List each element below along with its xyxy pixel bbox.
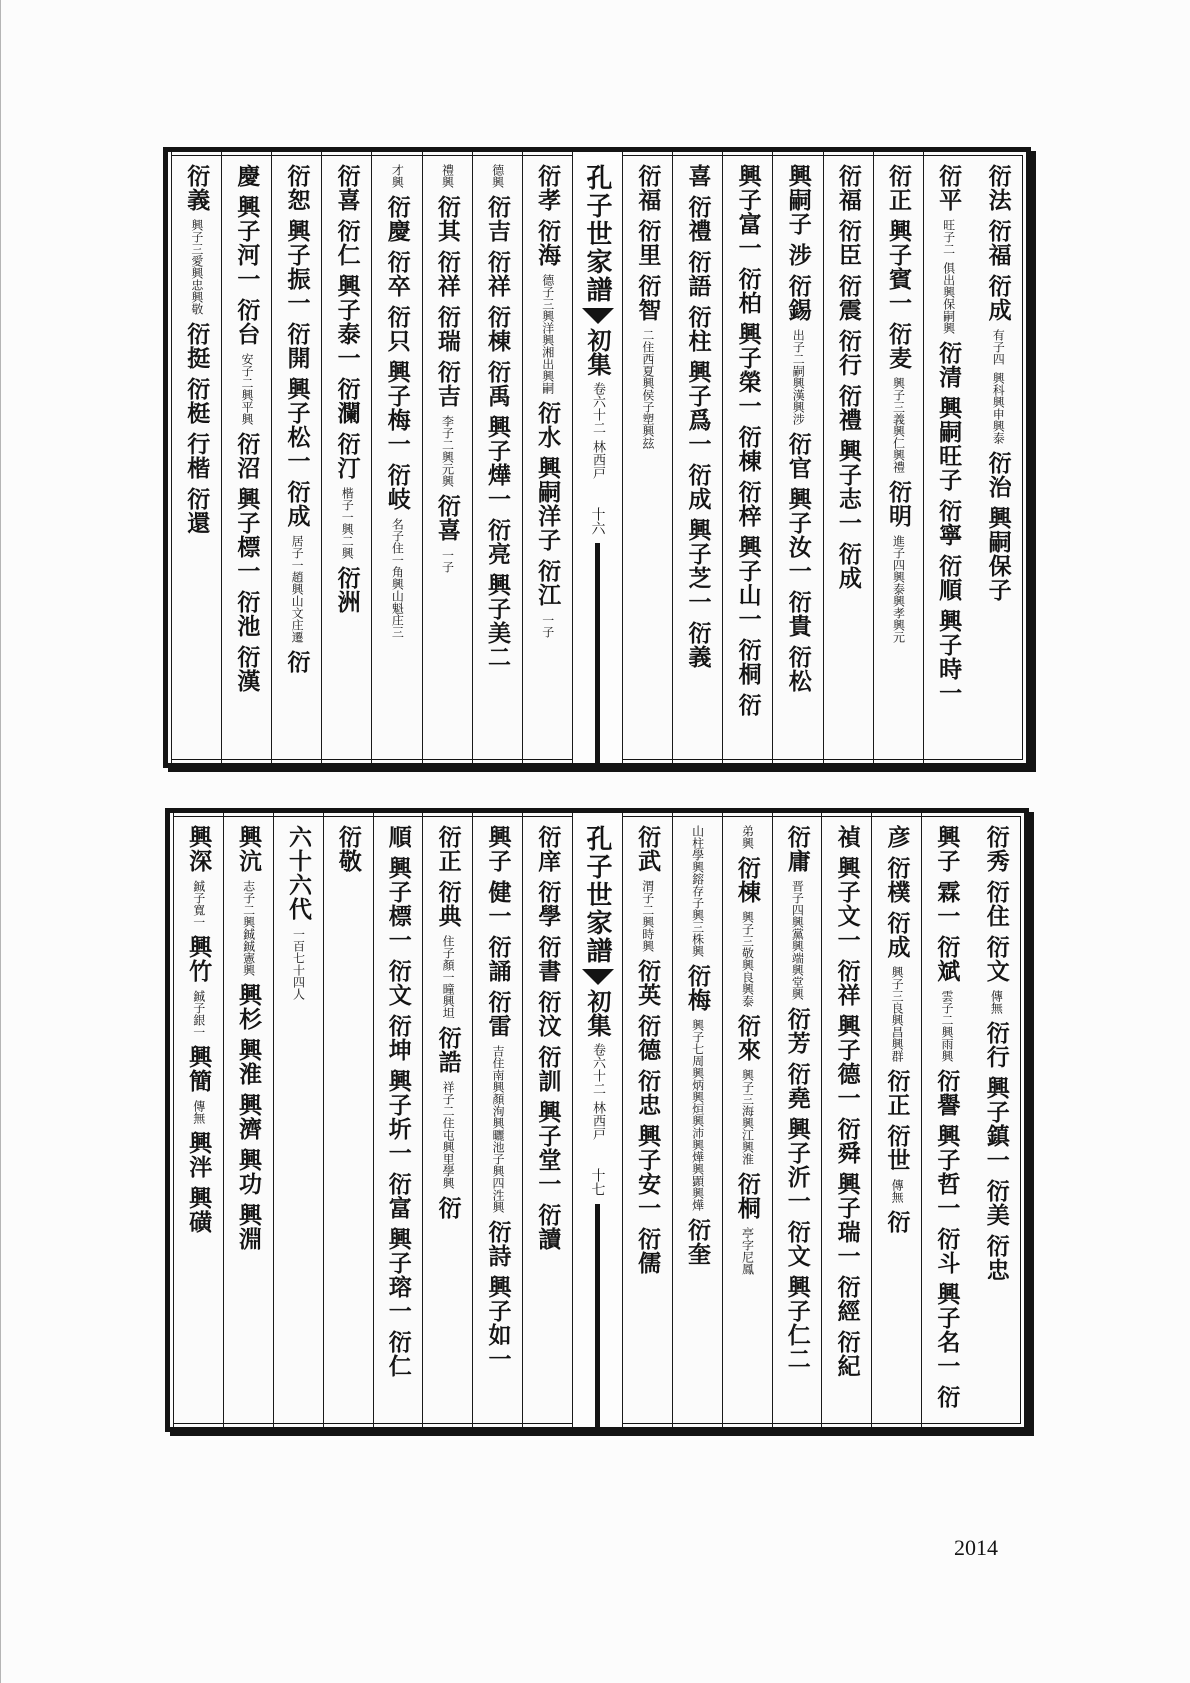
genealogy-column: [923, 152, 973, 763]
person-name: 衍梃: [183, 377, 211, 425]
person-name: 衍汶: [534, 990, 562, 1038]
person-name: 行楷: [183, 432, 211, 480]
person-name: 興子榮一: [734, 322, 762, 418]
person-name: 衍住: [982, 880, 1010, 928]
annotation-note: 俱出興保嗣興: [941, 262, 956, 334]
annotation-note: 亭字尼鳳: [740, 1227, 755, 1275]
genealogy-column: [273, 813, 323, 1427]
person-name: 衍棟: [734, 425, 762, 473]
person-name: 興子美二: [484, 573, 511, 669]
person-name: 興子堂一: [534, 1100, 562, 1196]
annotation-note: 進子四興泰興孝興元: [891, 535, 906, 643]
person-name: 興子時一: [935, 609, 963, 705]
person-name: 衍江: [534, 559, 562, 607]
annotation-note: 一百七十四人: [291, 928, 306, 1000]
annotation-note: 祥子二住屯興里學興: [441, 1081, 456, 1189]
genealogy-column: [821, 813, 871, 1427]
person-name: 衍世: [883, 1124, 911, 1172]
person-name: 興子富一: [734, 164, 762, 260]
person-name: 衍柱: [684, 305, 712, 353]
annotation-note: 名子住一角興山魁庄三: [390, 518, 405, 638]
person-name: 衍敬: [334, 825, 362, 873]
person-name: 衍: [283, 650, 311, 674]
annotation-note: 禮興: [440, 164, 455, 188]
person-name: 涉: [784, 243, 812, 267]
person-name: 衍成: [883, 911, 911, 959]
person-name: 衍文: [783, 1220, 811, 1268]
person-name: 衍紀: [833, 1330, 861, 1378]
person-name: 衍訓: [534, 1045, 562, 1093]
genealogy-column: [522, 813, 572, 1427]
person-name: 衍卒: [383, 250, 411, 298]
person-name: 衍只: [383, 305, 411, 353]
annotation-note: 鋮子寬一: [191, 880, 206, 928]
person-name: 衍祥: [833, 959, 861, 1007]
person-name: 興子安一: [634, 1124, 662, 1220]
person-name: 衍平: [935, 164, 963, 212]
person-name: 衍臣: [834, 219, 862, 267]
person-name: 衍法: [984, 164, 1012, 212]
annotation-note: 興子三義興仁興禮: [891, 377, 906, 473]
genealogy-column: [271, 152, 321, 763]
person-name: 衍瑞: [433, 305, 461, 353]
genealogy-column: [622, 813, 672, 1427]
person-name: 興子: [484, 825, 512, 873]
person-name: 興沆: [235, 825, 263, 873]
person-name: 衍奎: [684, 1218, 711, 1266]
person-name: 衍仁: [333, 219, 361, 267]
person-name: 衍孝: [534, 164, 562, 212]
person-name: 興子松一: [283, 377, 311, 473]
person-name: 衍喜: [433, 494, 461, 542]
person-name: 興功: [235, 1148, 263, 1196]
annotation-note: 才興: [390, 164, 405, 188]
genealogy-column: [522, 152, 572, 763]
person-name: 衍誦: [484, 935, 512, 983]
person-name: 衍樸: [883, 856, 911, 904]
person-name: 衍誥: [434, 1026, 462, 1074]
genealogy-column: [323, 813, 373, 1427]
book-title-column: [572, 813, 622, 1427]
person-name: 興子河一: [233, 195, 261, 291]
person-name: 衍慶: [383, 195, 411, 243]
person-name: 衍桐: [733, 1172, 761, 1220]
house-label: 林西戸: [590, 1101, 606, 1140]
leaf-number: 十七: [589, 1168, 606, 1196]
person-name: 衍斗: [933, 1227, 961, 1275]
genealogy-column: [971, 813, 1021, 1427]
genealogy-column: [672, 813, 722, 1427]
person-name: 衍芳: [783, 1007, 811, 1055]
person-name: 衍福: [984, 219, 1012, 267]
person-name: 興子泰一: [333, 274, 361, 370]
person-name: 興嗣保子: [984, 506, 1012, 602]
person-name: 衍挺: [183, 322, 211, 370]
person-name: 衍成: [984, 274, 1012, 322]
genealogy-column: [672, 152, 722, 763]
annotation-note: 興子三愛興忠興敬: [189, 219, 204, 315]
annotation-note: 楷子一興二興: [340, 487, 355, 559]
annotation-note: 德子三興洋興湘出興嗣: [540, 274, 555, 394]
person-name: 衍文: [982, 935, 1010, 983]
person-name: 興子瑢一: [384, 1227, 412, 1323]
annotation-note: 興科興申興泰: [991, 372, 1006, 444]
fish-tail-marker: [582, 969, 614, 985]
annotation-note: 住子顏一曈興坦: [441, 935, 456, 1019]
genealogy-column: [772, 813, 822, 1427]
annotation-note: 興子三敬興良興泰: [740, 911, 755, 1007]
person-name: 興子瑞一: [833, 1172, 861, 1268]
annotation-note: 興子三海興江興淮: [740, 1069, 755, 1165]
genealogy-panel-top: [163, 147, 1031, 768]
genealogy-panel-bottom: [165, 808, 1029, 1432]
person-name: 衍: [434, 1196, 462, 1220]
person-name: 衍池: [233, 590, 261, 638]
column-grid: [170, 813, 1024, 1427]
person-name: 衍治: [984, 451, 1012, 499]
annotation-note: 有子四: [991, 329, 1006, 365]
person-name: 興嗣子: [784, 164, 812, 236]
person-name: 衍英: [634, 959, 662, 1007]
person-name: 衍來: [733, 1014, 761, 1062]
genealogy-column: [472, 152, 522, 763]
book-title: 孔子世家譜: [582, 825, 613, 965]
person-name: 衍堯: [783, 1062, 811, 1110]
annotation-note: 德興: [490, 164, 505, 188]
person-name: 興子鎮一: [982, 1076, 1010, 1172]
person-name: 興子標一: [233, 487, 261, 583]
annotation-note: 雲子二興雨興: [939, 990, 954, 1062]
person-name: 彦: [883, 825, 911, 849]
genealogy-column: [422, 152, 472, 763]
annotation-note: 興子七周興炳興烜興沛興燁興顕興燁: [690, 1019, 705, 1211]
person-name: 衍雷: [484, 990, 512, 1038]
person-name: 衍福: [834, 164, 862, 212]
volume-label: 初集: [583, 989, 613, 1037]
person-name: 衍坤: [384, 1014, 412, 1062]
person-name: 衍松: [784, 645, 812, 693]
person-name: 衍麦: [884, 322, 912, 370]
person-name: 興竹: [185, 935, 213, 983]
annotation-note: 志子二興鋮鋮憲興: [241, 880, 256, 976]
person-name: 興簡: [185, 1045, 213, 1093]
annotation-note: 吉住南興顏洵興曬池子興四泩興: [491, 1045, 506, 1213]
person-name: 衍海: [534, 219, 562, 267]
person-name: 衍美: [982, 1179, 1010, 1227]
person-name: 順: [384, 825, 412, 849]
person-name: 衍明: [884, 480, 912, 528]
person-name: 衍舜: [833, 1117, 861, 1165]
person-name: 興子山一: [734, 535, 762, 631]
center-rule-line: [595, 1204, 600, 1427]
genealogy-column: [223, 813, 273, 1427]
genealogy-column: [171, 152, 221, 763]
genealogy-column: [871, 813, 921, 1427]
genealogy-column: [722, 152, 772, 763]
annotation-note: 晋子四興黨興端興堂興: [790, 880, 805, 1000]
person-name: 喜: [684, 164, 712, 188]
genealogy-column: [823, 152, 873, 763]
person-name: 衍忠: [982, 1234, 1010, 1282]
person-name: 衍正: [884, 164, 912, 212]
person-name: 衍台: [233, 298, 261, 346]
person-name: 衍還: [183, 487, 211, 535]
person-name: 衍: [734, 693, 762, 717]
person-name: 衍行: [982, 1021, 1010, 1069]
person-name: 興子燁一: [484, 415, 511, 511]
center-rule-line: [595, 543, 600, 763]
person-name: 衍吉: [433, 360, 461, 408]
person-name: 衍里: [634, 219, 662, 267]
person-name: 衍禮: [684, 195, 712, 243]
person-name: 興泮: [185, 1131, 213, 1179]
person-name: 衍經: [833, 1275, 861, 1323]
person-name: 衍書: [534, 935, 562, 983]
person-name: 興子仁二: [783, 1275, 811, 1371]
annotation-note: 傳無: [191, 1100, 206, 1124]
person-name: 衍桐: [734, 638, 762, 686]
person-name: 衍福: [634, 164, 662, 212]
person-name: 衍正: [434, 825, 462, 873]
person-name: 衍智: [634, 274, 662, 322]
column-grid: [168, 152, 1026, 763]
genealogy-column: [371, 152, 421, 763]
book-title-column: [572, 152, 622, 763]
genealogy-column: [373, 813, 423, 1427]
person-name: 衍梓: [734, 480, 762, 528]
page-edge-line: [0, 0, 1, 1683]
person-name: 衍成: [283, 480, 311, 528]
annotation-note: 出子二嗣興漢興涉: [791, 329, 806, 425]
person-name: 衍語: [684, 250, 712, 298]
fish-tail-marker: [582, 308, 614, 324]
person-name: 衍詩: [484, 1220, 512, 1268]
person-name: 衍行: [834, 329, 862, 377]
page-number: 2014: [954, 1535, 998, 1560]
annotation-note: 安子二興平興: [239, 353, 254, 425]
person-name: 衍貴: [784, 590, 812, 638]
annotation-note: 居子一趙興山文庄遷: [290, 535, 305, 643]
person-name: 衍德: [634, 1014, 662, 1062]
genealogy-column: [221, 152, 271, 763]
person-name: 衍岐: [383, 463, 411, 511]
annotation-note: 一子: [540, 614, 555, 638]
person-name: 衍義: [684, 621, 712, 669]
annotation-note: 渭子二興時興: [640, 880, 655, 952]
leaf-number: 十六: [589, 507, 606, 535]
annotation-note: 鋮子銀一: [191, 990, 206, 1038]
person-name: 衍秀: [982, 825, 1010, 873]
person-name: 興子圻一: [384, 1069, 412, 1165]
person-name: 興濟: [235, 1093, 263, 1141]
house-label: 林西戸: [590, 440, 605, 479]
genealogy-column: [722, 813, 772, 1427]
person-name: 衍富: [384, 1172, 412, 1220]
person-name: 衍柏: [734, 267, 762, 315]
person-name: 興子芝一: [684, 518, 712, 614]
person-name: 衍學: [534, 880, 562, 928]
person-name: 衍順: [935, 554, 963, 602]
annotation-note: 傳無: [890, 1179, 905, 1203]
person-name: 衍: [933, 1385, 961, 1409]
genealogy-column: [873, 152, 923, 763]
person-name: 衍恕: [283, 164, 311, 212]
person-name: 霖一: [933, 880, 961, 928]
person-name: 衍官: [784, 432, 812, 480]
person-name: 衍洲: [333, 566, 361, 614]
person-name: 衍忠: [634, 1069, 662, 1117]
person-name: 衍開: [283, 322, 311, 370]
person-name: 衍武: [634, 825, 662, 873]
person-name: 衍瀾: [333, 377, 361, 425]
volume-number: 卷六十二: [590, 1043, 606, 1095]
person-name: 興子汝一: [784, 487, 812, 583]
volume-label: 初集: [583, 328, 612, 376]
person-name: 衍沼: [233, 432, 261, 480]
annotation-note: 一子: [440, 549, 455, 573]
person-name: 六十六代: [284, 825, 312, 921]
annotation-note: 李子二興元興: [440, 415, 455, 487]
person-name: 興子賓一: [884, 219, 912, 315]
genealogy-column: [921, 813, 971, 1427]
person-name: 衍義: [183, 164, 211, 212]
person-name: 衍汀: [333, 432, 361, 480]
person-name: 衍清: [935, 341, 963, 389]
person-name: 健一: [484, 880, 512, 928]
genealogy-column: [422, 813, 472, 1427]
person-name: 興子名一: [933, 1282, 961, 1378]
person-name: 興淵: [235, 1203, 263, 1251]
annotation-note: 弟興: [740, 825, 755, 849]
person-name: 衍文: [384, 959, 412, 1007]
person-name: 興嗣洋子: [534, 456, 562, 552]
person-name: 興子梅一: [383, 360, 411, 456]
person-name: 興嗣旺子: [935, 396, 963, 492]
person-name: 興杉: [235, 983, 263, 1031]
person-name: 衍儒: [634, 1227, 662, 1275]
person-name: 衍斌: [933, 935, 961, 983]
person-name: 衍庸: [783, 825, 811, 873]
person-name: 禎: [833, 825, 861, 849]
person-name: 衍吉: [484, 195, 511, 243]
genealogy-column: [622, 152, 672, 763]
person-name: 衍亮: [484, 518, 511, 566]
person-name: 興磺: [185, 1186, 213, 1234]
person-name: 興子哲一: [933, 1124, 961, 1220]
person-name: 興淮: [235, 1038, 263, 1086]
volume-number: 卷六十二: [590, 382, 605, 434]
person-name: 衍禮: [834, 384, 862, 432]
annotation-note: 傳無: [989, 990, 1004, 1014]
book-title: 孔子世家譜: [582, 164, 612, 304]
person-name: 興深: [185, 825, 213, 873]
person-name: 衍梅: [684, 964, 711, 1012]
genealogy-column: [472, 813, 522, 1427]
person-name: 衍仁: [384, 1330, 412, 1378]
person-name: 興子文一: [833, 856, 861, 952]
person-name: 衍漢: [233, 645, 261, 693]
person-name: 衍寧: [935, 499, 963, 547]
person-name: 衍庠: [534, 825, 562, 873]
person-name: 衍其: [433, 195, 461, 243]
person-name: 衍讀: [534, 1203, 562, 1251]
person-name: 衍譽: [933, 1069, 961, 1117]
person-name: 衍喜: [333, 164, 361, 212]
person-name: 衍震: [834, 274, 862, 322]
genealogy-column: [321, 152, 371, 763]
person-name: 衍禹: [484, 360, 511, 408]
annotation-note: 山柱學興鎔存子興三株興: [690, 825, 705, 957]
person-name: 興子如一: [484, 1275, 512, 1371]
person-name: 衍正: [883, 1069, 911, 1117]
person-name: 衍成: [834, 542, 862, 590]
person-name: 衍成: [684, 463, 712, 511]
person-name: 興子沂一: [783, 1117, 811, 1213]
person-name: 衍棟: [733, 856, 761, 904]
person-name: 衍棟: [484, 305, 511, 353]
person-name: 衍祥: [433, 250, 461, 298]
person-name: 興子標一: [384, 856, 412, 952]
person-name: 慶: [233, 164, 261, 188]
annotation-note: 興子三良興昌興群: [890, 966, 905, 1062]
person-name: 興子振一: [283, 219, 311, 315]
genealogy-column: [772, 152, 822, 763]
person-name: 衍: [883, 1210, 911, 1234]
person-name: 興子爲一: [684, 360, 712, 456]
annotation-note: 二住西夏興侯子塑興玆: [640, 329, 655, 449]
genealogy-column: [173, 813, 223, 1427]
person-name: 興子: [933, 825, 961, 873]
person-name: 興子德一: [833, 1014, 861, 1110]
person-name: 衍錫: [784, 274, 812, 322]
person-name: 衍典: [434, 880, 462, 928]
genealogy-column: [973, 152, 1023, 763]
annotation-note: 旺子二: [941, 219, 956, 255]
person-name: 衍祥: [484, 250, 511, 298]
person-name: 衍水: [534, 401, 562, 449]
person-name: 興子志一: [834, 439, 862, 535]
